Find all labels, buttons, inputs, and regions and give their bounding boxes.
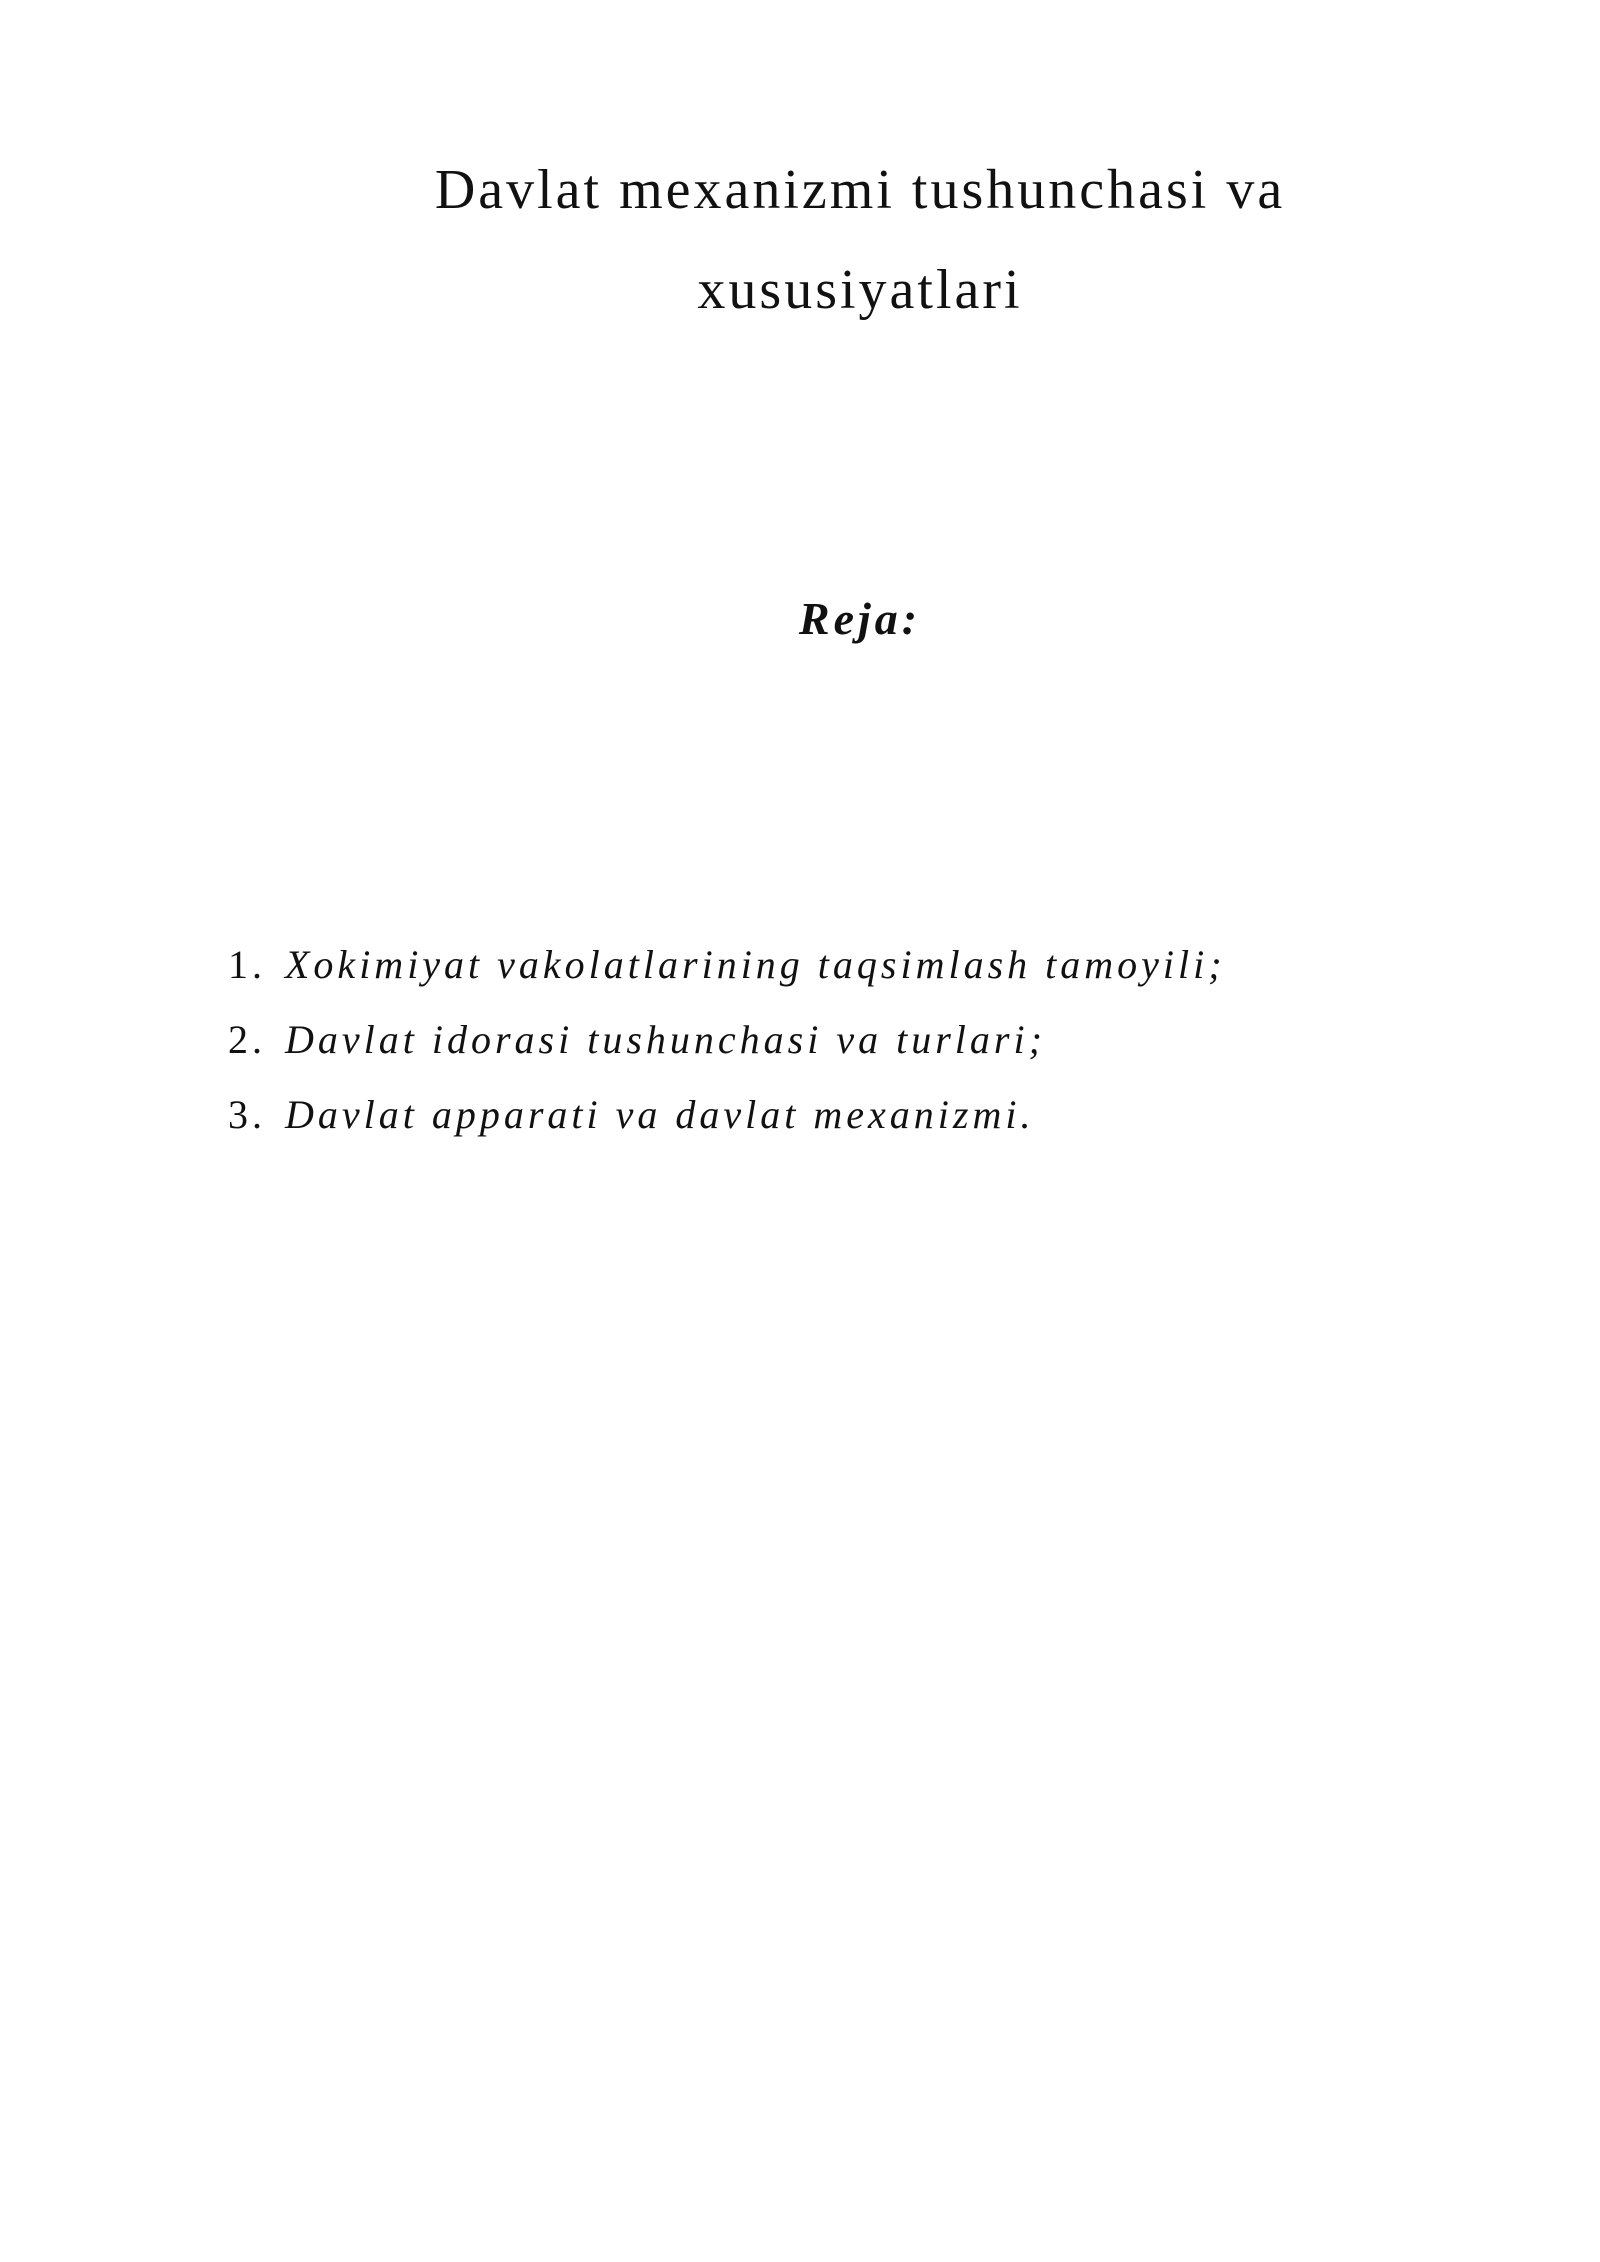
plan-item-text: Xokimiyat vakolatlarining taqsimlash tamoyili;	[285, 942, 1226, 987]
plan-item-1	[228, 935, 1428, 1010]
plan-item-number: 2.	[228, 1017, 266, 1062]
plan-item-text: Davlat apparati va davlat mexanizmi.	[285, 1092, 1035, 1137]
document-title	[360, 140, 1360, 340]
plan-item-3	[228, 1085, 1428, 1160]
plan-heading: Reja:	[798, 593, 922, 644]
title-line-1: Davlat mexanizmi tushunchasi va	[434, 159, 1286, 221]
plan-item-text: Davlat idorasi tushunchasi va turlari;	[285, 1017, 1046, 1062]
plan-list	[228, 935, 1428, 1160]
plan-item-number: 3.	[228, 1092, 266, 1137]
title-line-2: xususiyatlari	[697, 259, 1023, 321]
plan-item-number: 1.	[228, 942, 266, 987]
plan-item-2	[228, 1010, 1428, 1085]
